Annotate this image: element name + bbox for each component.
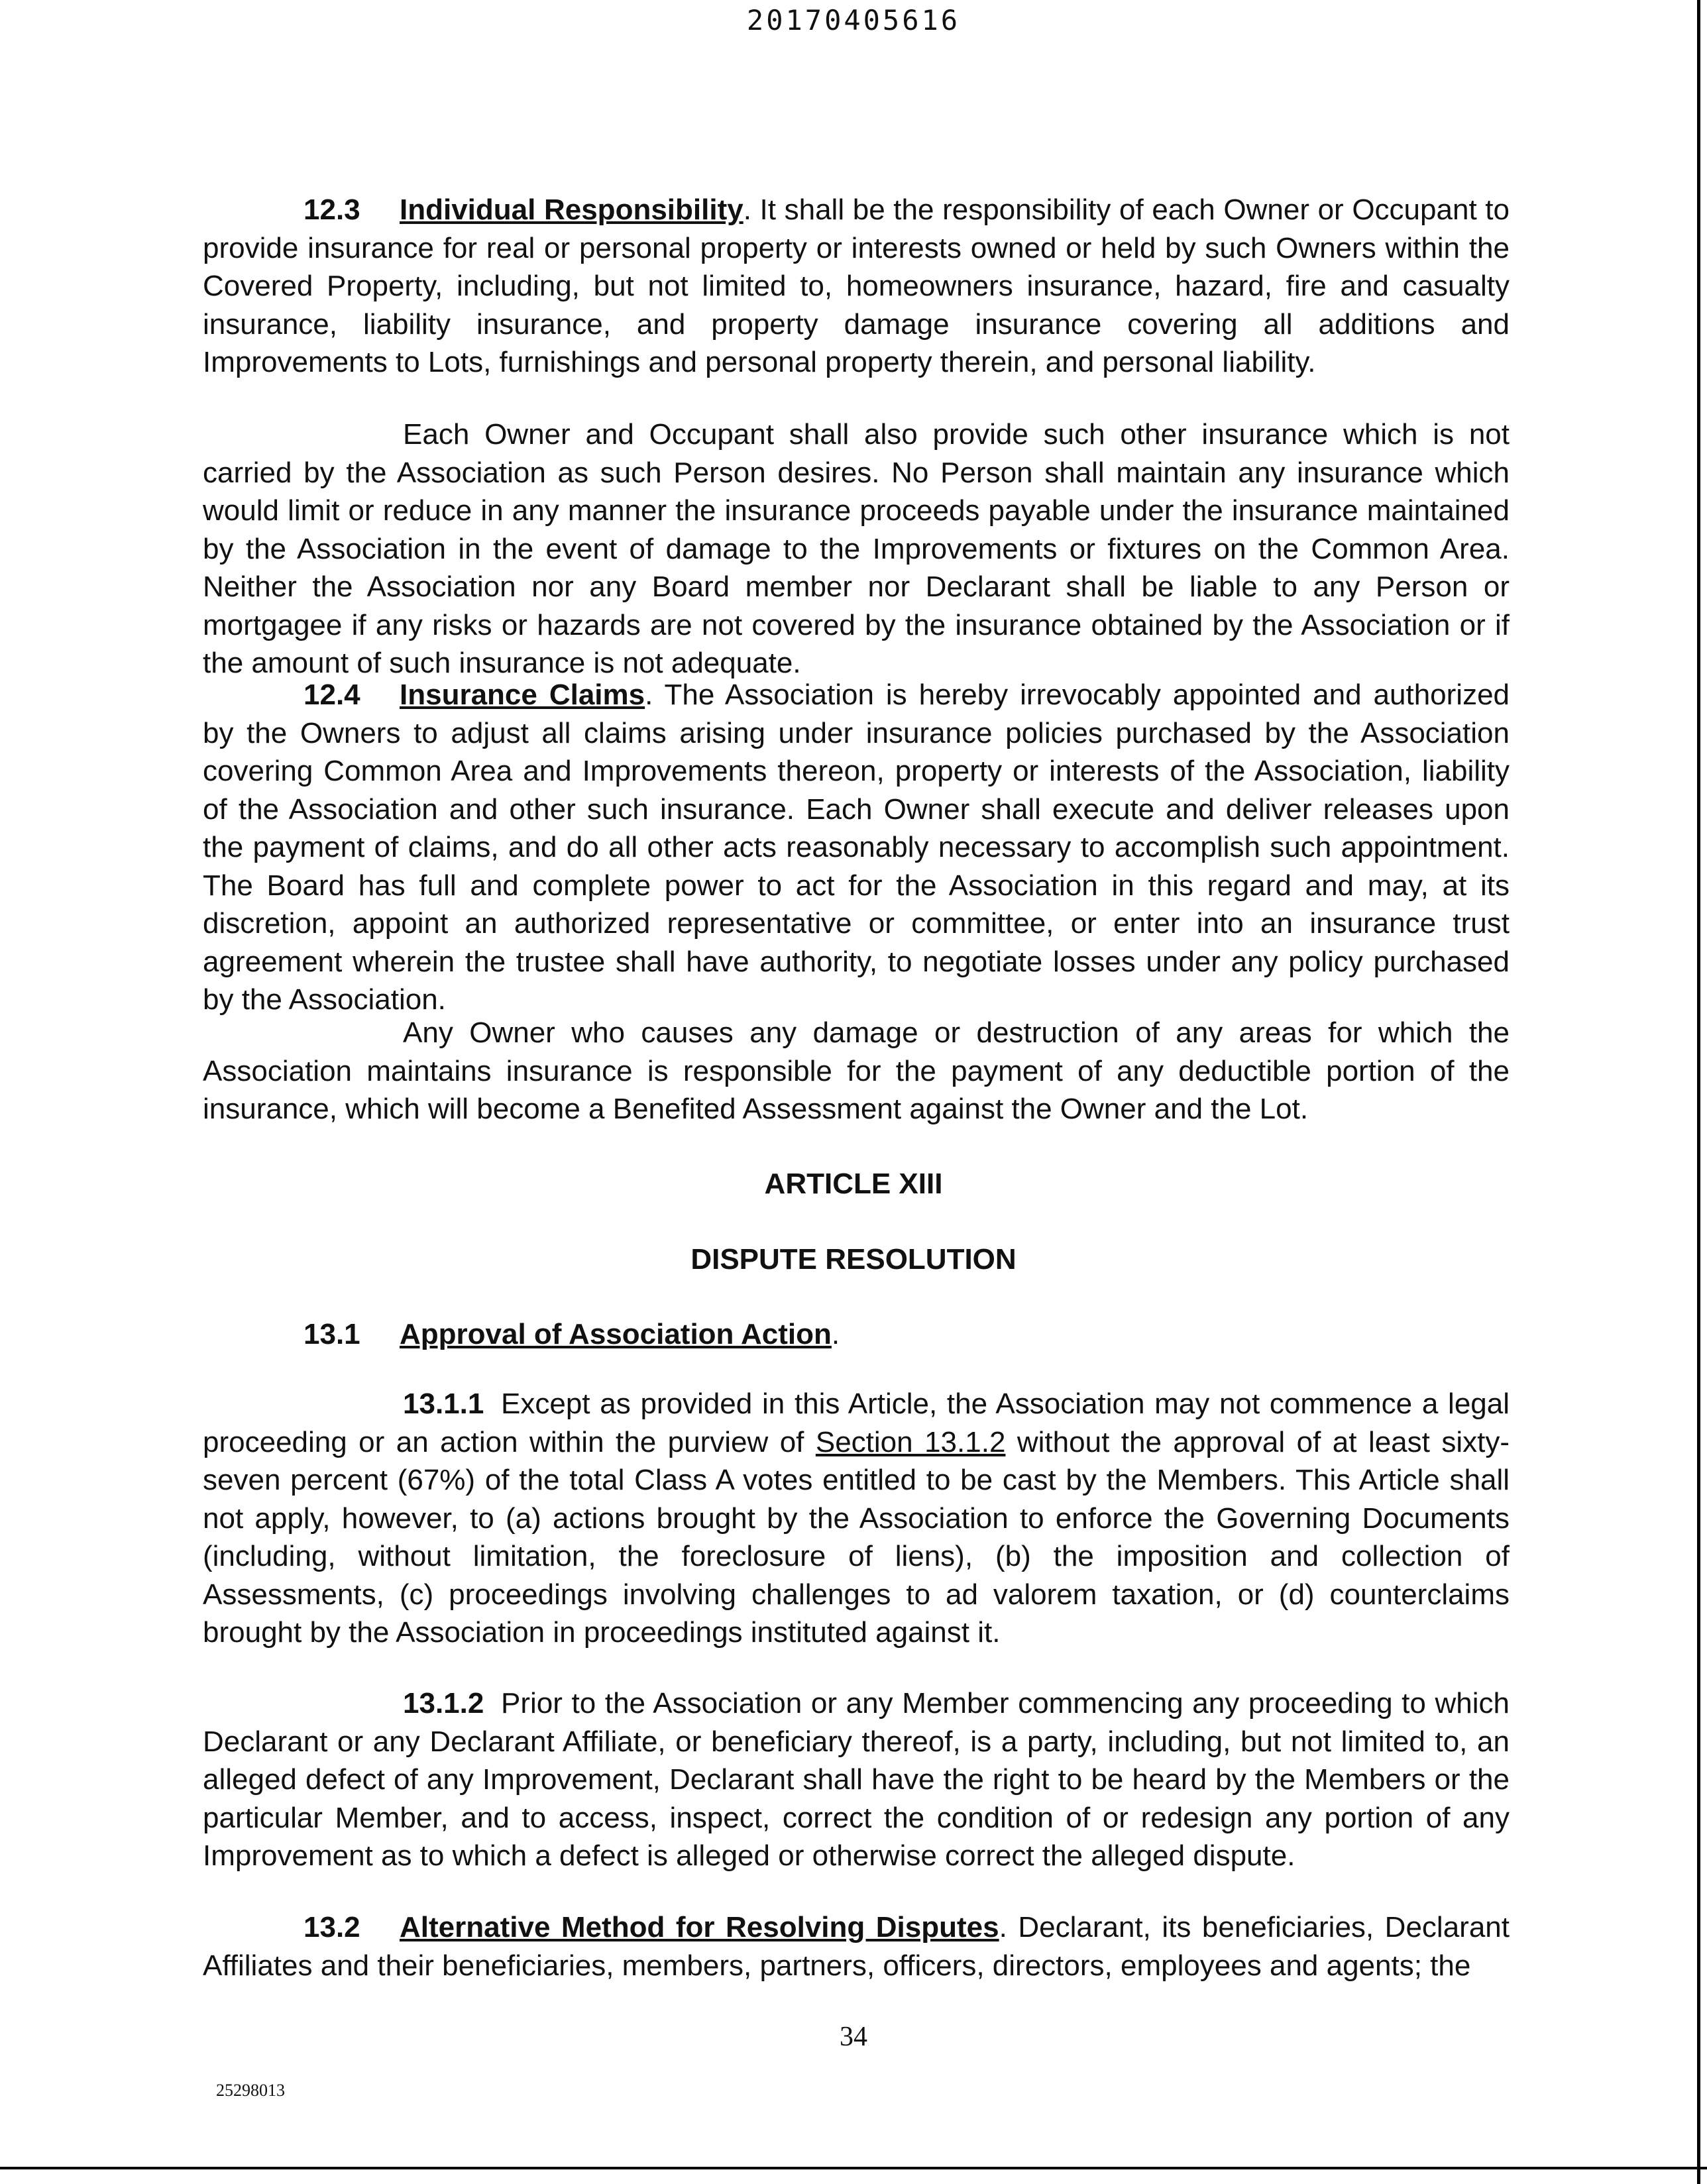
section-body-a: Except as provided in this Article, the Association may not commence a legal proceeding or an action within the purview of	[203, 1388, 1510, 1458]
section-body: . It shall be the responsibility of each Owner or Occupant to provide insurance for real or personal property or interests owned or held by such Owners within the Covered Property, including, but not limited to, homeowners insurance, hazard, fire and casualty insurance, liability insurance, and property damage insurance covering all additions and Improvements to Lots, furnishings and personal property therein, and personal liability.	[203, 193, 1510, 378]
section-number: 12.4	[303, 679, 360, 711]
section-13-2	[203, 1908, 1510, 1985]
section-number: 13.1.2	[403, 1687, 484, 1720]
page-bottom-edge	[0, 2167, 1707, 2169]
section-12-4	[203, 676, 1510, 1019]
section-title: Approval of Association Action	[400, 1318, 832, 1350]
section-12-3	[203, 191, 1510, 382]
section-13-1	[203, 1315, 1510, 1354]
section-number: 13.1.1	[403, 1388, 484, 1420]
article-title: DISPUTE RESOLUTION	[690, 1243, 1017, 1276]
section-12-3-paragraph-2: Each Owner and Occupant shall also provide such other insurance which is not carried by the Association as such Person desires. No Person shall maintain any insurance which would limit or reduce in any manner the insurance proceeds payable under the insurance maintained by the Association in the event of damage to the Improvements or fixtures on the Common Area. Neither the Association nor any Board member nor Declarant shall be liable to any Person or mortgagee if any risks or hazards are not covered by the insurance obtained by the Association or if the amount of such insurance is not adequate.	[203, 418, 1510, 679]
section-body: . The Association is hereby irrevocably appointed and authorized by the Owners to adjust all claims arising under insurance policies purchased by the Association covering Common Area and Improvements thereon, property or interests of the Association, liability of the Association and other such insurance. Each Owner shall execute and deliver releases upon the payment of claims, and do all other acts reasonably necessary to accomplish such appointment. The Board has full and complete power to act for the Association in this regard and may, at its discretion, appoint an authorized representative or committee, or enter into an insurance trust agreement wherein the trustee shall have authority, to negotiate losses under any policy purchased by the Association.	[203, 679, 1510, 1016]
section-body-b: without the approval of at least sixty-seven percent (67%) of the total Class A votes entitled to be cast by the Members. This Article shall not apply, however, to (a) actions brought by the Association to enforce the Governing Documents (including, without limitation, the foreclosure of liens), (b) the imposition and collection of Assessments, (c) proceedings involving challenges to ad valorem taxation, or (d) counterclaims brought by the Association in proceedings instituted against it.	[203, 1425, 1510, 1649]
section-13-1-1	[203, 1385, 1510, 1652]
section-body: Prior to the Association or any Member commencing any proceeding to which Declarant or any Declarant Affiliate, or beneficiary thereof, is a party, including, but not limited to, an alleged defect of any Improvement, Declarant shall have the right to be heard by the Members or the particular Member, and to access, inspect, correct the condition of or redesign any portion of any Improvement as to which a defect is alleged or otherwise correct the alleged dispute.	[203, 1687, 1510, 1872]
section-title: Individual Responsibility	[400, 193, 743, 226]
section-number: 13.1	[303, 1318, 360, 1350]
page-right-edge	[1697, 0, 1700, 2184]
section-title: Insurance Claims	[400, 679, 645, 711]
section-13-1-2	[203, 1684, 1510, 1875]
section-12-4-paragraph-2: Any Owner who causes any damage or destruction of any areas for which the Association maintains insurance is responsible for the payment of any deductible portion of the insurance, which will become a Benefited Assessment against the Owner and the Lot.	[203, 1016, 1510, 1125]
section-body: . Declarant, its beneficiaries, Declarant Affiliates and their beneficiaries, members, partners, officers, directors, employees and agents; the	[203, 1911, 1510, 1982]
footer-document-code: 25298013	[216, 2081, 285, 2100]
section-number: 13.2	[303, 1911, 360, 1943]
document-number: 20170405616	[746, 4, 961, 36]
section-13-1-2-reference: Section 13.1.2	[815, 1425, 1006, 1458]
page-number: 34	[840, 2022, 867, 2052]
article-number: ARTICLE XIII	[764, 1168, 943, 1200]
section-number: 12.3	[303, 193, 360, 226]
section-title-period: .	[831, 1318, 840, 1350]
section-title: Alternative Method for Resolving Disputes	[400, 1911, 999, 1943]
